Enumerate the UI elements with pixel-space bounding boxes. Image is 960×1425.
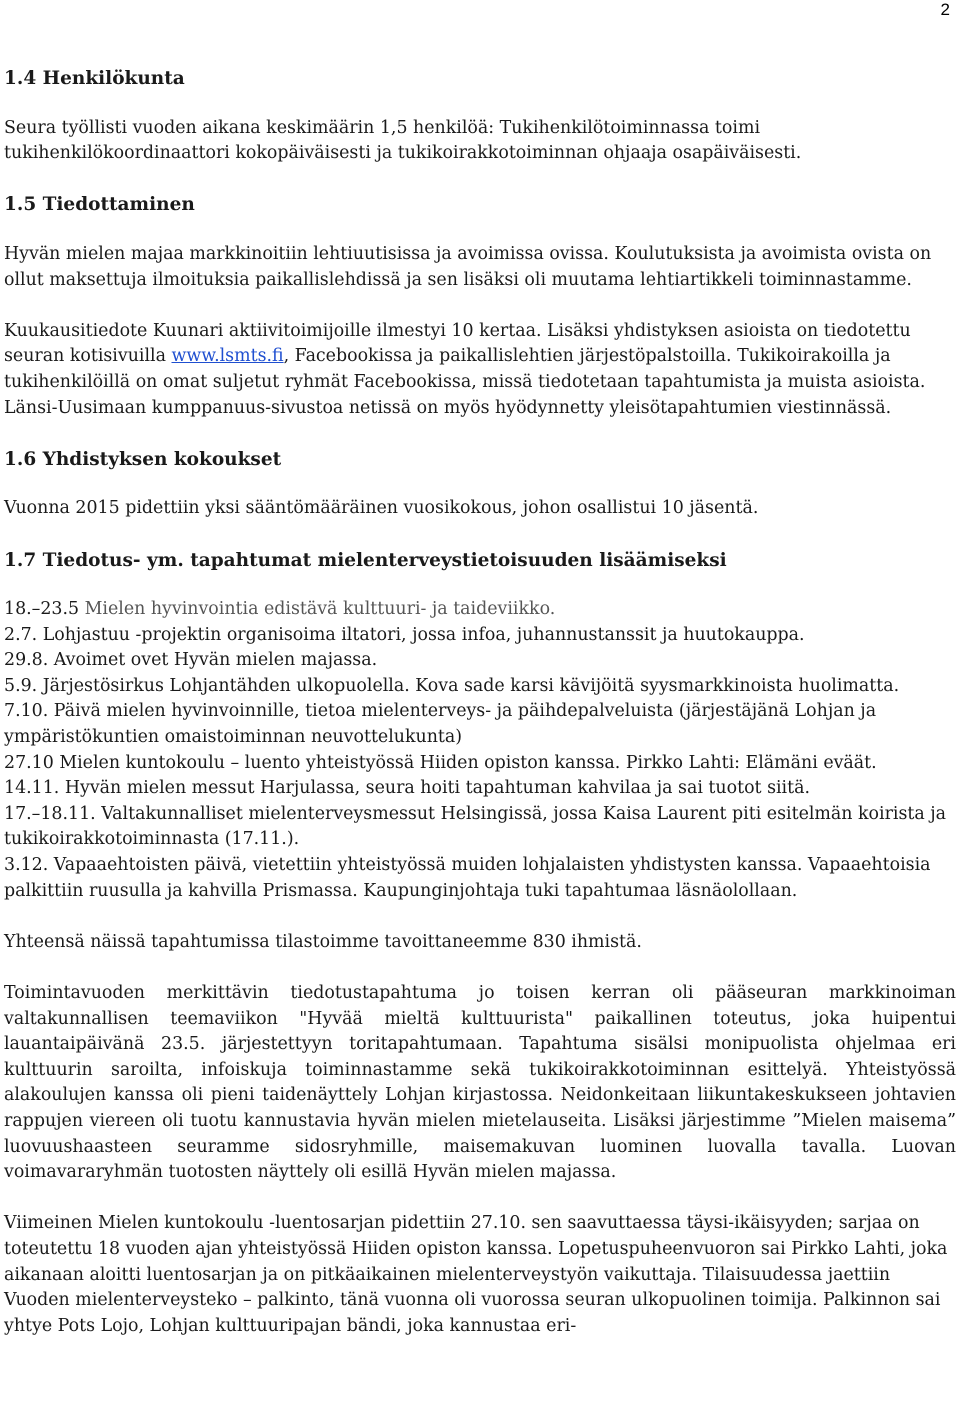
text-fragment: , Facebookissa ja paikallislehtien järjestöpalstoilla. Tukikoirakoilla ja tukihenkilöillä on omat suljetut ryhmät Facebookissa, missä tiedotetaan tapahtumista ja muista asioista. Länsi-Uusimaan kumppanuus-sivustoa netissä on myös hyödynnetty yleisötapahtumien viestinnässä. xyxy=(4,346,926,418)
text-fragment: Kuukausitiedote Kuunari aktiivitoimijoille ilmestyi 10 kertaa. Lisäksi yhdistyksen asioista on tiedotettu seuran kotisivuilla xyxy=(4,320,911,367)
document-content xyxy=(4,66,956,1339)
event-item: 2.7. Lohjastuu -projektin organisoima iltatori, jossa infoa, juhannustanssit ja huutokauppa. xyxy=(4,624,805,645)
heading-henkilokunta: 1.4 Henkilökunta xyxy=(4,68,185,89)
event-date: 18.–23.5 xyxy=(4,599,80,620)
event-item: 17.–18.11. Valtakunnalliset mielenterveysmessut Helsingissä, jossa Kaisa Laurent piti esitelmän koirista ja tukikoirakkotoiminnasta (17.11.). xyxy=(4,803,947,850)
event-item: 7.10. Päivä mielen hyvinvoinnille, tietoa mielenterveys- ja päihdepalveluista (järjestäjänä Lohjan ja ympäristökuntien omaistoiminnan neuvottelukunta) xyxy=(4,701,877,748)
event-list xyxy=(4,597,956,904)
event-item xyxy=(4,597,956,623)
event-item: 3.12. Vapaaehtoisten päivä, vietettiin yhteistyössä muiden lohjalaisten yhdistysten kanssa. Vapaaehtoisia palkittiin ruusulla ja kahvilla Prismassa. Kaupunginjohtaja tuki tapahtumaa läsnäolollaan. xyxy=(4,855,931,901)
event-item: 27.10 Mielen kuntokoulu – luento yhteistyössä Hiiden opiston kanssa. Pirkko Lahti: Elämäni eväät. xyxy=(4,752,877,773)
heading-tapahtumat: 1.7 Tiedotus- ym. tapahtumat mielenterveystietoisuuden lisäämiseksi xyxy=(4,549,727,571)
event-item: 14.11. Hyvän mielen messut Harjulassa, seura hoiti tapahtuman kahvilaa ja sai tuotot siitä. xyxy=(4,778,810,799)
heading-kokoukset: 1.6 Yhdistyksen kokoukset xyxy=(4,448,282,470)
paragraph-kokoukset: Vuonna 2015 pidettiin yksi sääntömääräinen vuosikokous, johon osallistui 10 jäsentä. xyxy=(4,498,759,519)
event-item: 29.8. Avoimet ovet Hyvän mielen majassa. xyxy=(4,650,378,671)
page-number: 2 xyxy=(940,0,950,19)
event-text: Mielen hyvinvointia edistävä kulttuuri- ja taideviikko. xyxy=(79,599,556,620)
paragraph-tiedottaminen-1: Hyvän mielen majaa markkinoitiin lehtiuutisissa ja avoimissa ovissa. Koulutuksista ja avoimista ovista on ollut maksettuja ilmoituksia paikallislehdissä ja sen lisäksi oli muutama lehtiartikkeli toiminnastamme. xyxy=(4,243,932,290)
paragraph-total: Yhteensä näissä tapahtumissa tilastoimme tavoittaneemme 830 ihmistä. xyxy=(4,931,642,952)
paragraph-tiedottaminen-2 xyxy=(4,319,956,421)
event-item: 5.9. Järjestösirkus Lohjantähden ulkopuolella. Kova sade karsi kävijöitä syysmarkkinoista huolimatta. xyxy=(4,675,900,696)
paragraph-henkilokunta: Seura työllisti vuoden aikana keskimäärin 1,5 henkilöä: Tukihenkilötoiminnassa toimi tukihenkilökoordinaattori kokopäiväisesti ja tukikoirakkotoiminnan ohjaaja osapäiväisesti. xyxy=(4,117,802,164)
website-link[interactable]: www.lsmts.fi xyxy=(171,346,284,367)
paragraph-kuntokoulu: Viimeinen Mielen kuntokoulu -luentosarjan pidettiin 27.10. sen saavuttaessa täysi-ikäisyyden; sarjaa on toteutettu 18 vuoden ajan yhteistyössä Hiiden opiston kanssa. Lopetuspuheenvuoron sai Pirkko Lahti, joka aikanaan aloitti luentosarjan ja on pitkäaikainen mielenterveystyön vaikuttaja. Tilaisuudessa jaettiin Vuoden mielenterveysteko – palkinto, tänä vuonna oli vuorossa seuran ulkopuolinen toimija. Palkinnon sai yhtye Pots Lojo, Lohjan kulttuuripajan bändi, joka kannustaa eri- xyxy=(4,1213,948,1336)
paragraph-highlight: Toimintavuoden merkittävin tiedotustapahtuma jo toisen kerran oli pääseuran markkinoiman valtakunnallisen teemaviikon "Hyvää mieltä kulttuurista" paikallinen toteutus, joka huipentui lauantaipäivänä 23.5. järjestettyyn toritapahtumaan. Tapahtuma sisälsi monipuolista ohjelmaa eri kulttuurin saroilta, infoiskuja toiminnastamme sekä tukikoirakkotoiminnan esittelyä. Yhteistyössä alakoulujen kanssa oli pieni taidenäyttely Lohjan kirjastossa. Neidonkeitaan liikuntakeskukseen johtavien rappujen viereen oli tuotu kannustavia hyvän mielen mietelauseita. Lisäksi järjestimme ”Mielen maisema” luovuushaasteen seuramme sidosryhmille, maisemakuvan luominen luovalla tavalla. Luovan voimavararyhmän tuotosten näyttely oli esillä Hyvän mielen majassa. xyxy=(4,983,956,1183)
heading-tiedottaminen: 1.5 Tiedottaminen xyxy=(4,194,195,216)
